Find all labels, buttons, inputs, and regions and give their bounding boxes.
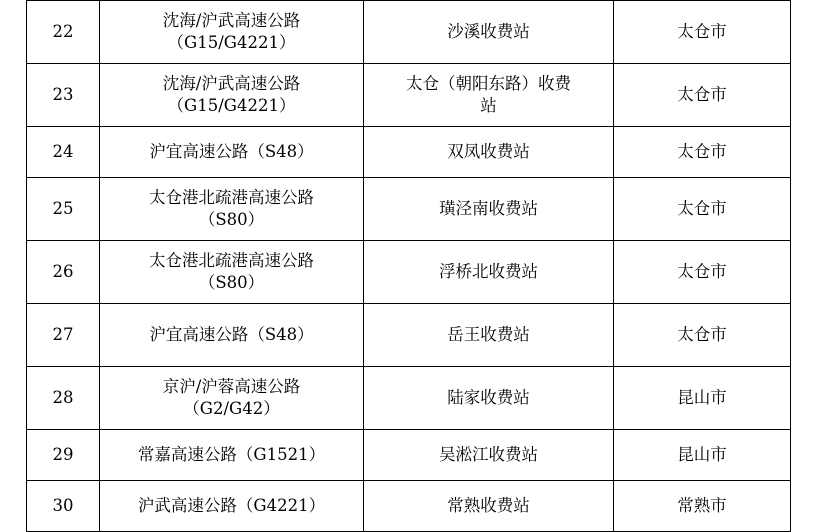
text-line: 太仓市 — [677, 21, 727, 41]
text-line: 沪宜高速公路（S48） — [149, 141, 314, 161]
text-line: 京沪/沪蓉高速公路 — [162, 376, 301, 396]
text-line: （S80） — [198, 210, 265, 229]
toll-station-cell — [364, 241, 614, 304]
text-line: 璜泾南收费站 — [439, 198, 538, 218]
expressway-name-cell — [100, 430, 364, 481]
expressway-name-cell — [100, 481, 364, 532]
expressway-name-cell — [100, 64, 364, 127]
row-index-cell: 22 — [27, 1, 100, 64]
row-index-cell: 29 — [27, 430, 100, 481]
row-index-cell: 30 — [27, 481, 100, 532]
text-line: 浮桥北收费站 — [439, 261, 538, 281]
text-line: 太仓市 — [677, 198, 727, 218]
row-index-cell: 28 — [27, 367, 100, 430]
text-line: 陆家收费站 — [447, 387, 530, 407]
text-line: （G15/G4221） — [167, 96, 296, 115]
text-line: 太仓市 — [677, 141, 727, 161]
district-cell — [614, 367, 791, 430]
table-row — [27, 481, 791, 532]
toll-station-cell — [364, 127, 614, 178]
text-line: （G15/G4221） — [167, 33, 296, 52]
row-index-cell: 23 — [27, 64, 100, 127]
row-index-cell: 26 — [27, 241, 100, 304]
text-line: 昆山市 — [677, 387, 727, 407]
text-line: 沈海/沪武高速公路 — [162, 73, 301, 93]
district-cell — [614, 481, 791, 532]
toll-station-cell — [364, 481, 614, 532]
district-cell — [614, 1, 791, 64]
table-row — [27, 127, 791, 178]
district-cell — [614, 241, 791, 304]
table-row — [27, 241, 791, 304]
text-line: 双凤收费站 — [447, 141, 530, 161]
text-line: （G2/G42） — [183, 399, 280, 418]
toll-station-cell — [364, 64, 614, 127]
text-line: 沪宜高速公路（S48） — [149, 324, 314, 344]
table-row — [27, 430, 791, 481]
district-cell — [614, 64, 791, 127]
expressway-name-cell — [100, 304, 364, 367]
text-line: 太仓市 — [677, 324, 727, 344]
toll-station-cell — [364, 1, 614, 64]
expressway-name-cell — [100, 1, 364, 64]
expressway-name-cell — [100, 241, 364, 304]
toll-station-cell — [364, 367, 614, 430]
table-row — [27, 178, 791, 241]
text-line: 常熟收费站 — [447, 495, 530, 515]
row-index-cell: 25 — [27, 178, 100, 241]
toll-station-cell — [364, 178, 614, 241]
table-row — [27, 1, 791, 64]
district-cell — [614, 178, 791, 241]
text-line: 吴淞江收费站 — [439, 444, 538, 464]
district-cell — [614, 127, 791, 178]
text-line: 沪武高速公路（G4221） — [137, 495, 326, 515]
toll-station-cell — [364, 304, 614, 367]
text-line: 太仓（朝阳东路）收费 — [406, 73, 571, 93]
text-line: 太仓市 — [677, 261, 727, 281]
text-line: 太仓港北疏港高速公路 — [149, 250, 314, 270]
text-line: 常熟市 — [677, 495, 727, 515]
text-line: 岳王收费站 — [447, 324, 530, 344]
text-line: 沈海/沪武高速公路 — [162, 10, 301, 30]
expressway-name-cell — [100, 178, 364, 241]
expressway-name-cell — [100, 367, 364, 430]
district-cell — [614, 430, 791, 481]
table-row — [27, 64, 791, 127]
expressway-toll-station-table — [26, 0, 791, 532]
table-row — [27, 304, 791, 367]
text-line: 常嘉高速公路（G1521） — [137, 444, 326, 464]
text-line: 太仓港北疏港高速公路 — [149, 187, 314, 207]
table-body — [27, 1, 791, 532]
district-cell — [614, 304, 791, 367]
table-row — [27, 367, 791, 430]
row-index-cell: 27 — [27, 304, 100, 367]
text-line: 昆山市 — [677, 444, 727, 464]
text-line: 站 — [480, 96, 497, 115]
text-line: （S80） — [198, 273, 265, 292]
text-line: 太仓市 — [677, 84, 727, 104]
toll-station-cell — [364, 430, 614, 481]
text-line: 沙溪收费站 — [447, 21, 530, 41]
row-index-cell: 24 — [27, 127, 100, 178]
expressway-name-cell — [100, 127, 364, 178]
